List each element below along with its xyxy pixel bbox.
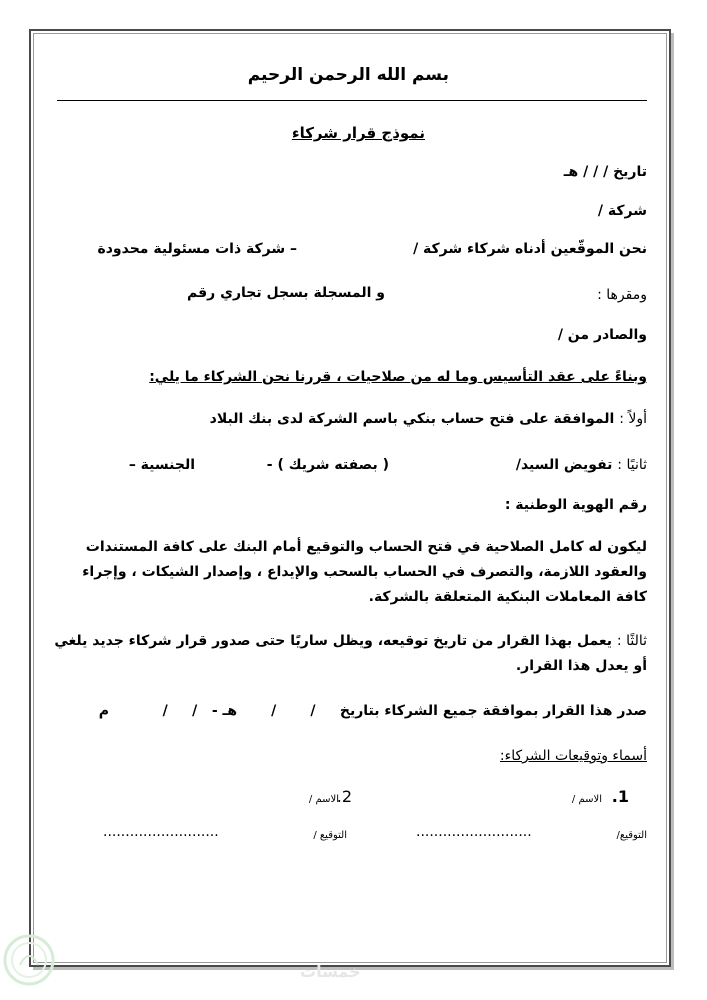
partner1-signature-line: .......................... [416, 824, 532, 840]
as-partner-text: ( بصفته شريك ) - [266, 457, 389, 473]
second-text: تفويض السيد/ [515, 457, 613, 473]
partner2-signature-line: .......................... [103, 824, 219, 840]
first-label: أولاً : [619, 411, 647, 427]
nationality-field: الجنسية – [128, 457, 195, 473]
second-label: ثانيًا : [617, 457, 647, 473]
llc-field: – شركة ذات مسئولية محدودة [97, 241, 297, 257]
partner1-signature-label: التوقيع/ [616, 830, 647, 841]
company-field: شركة / [597, 203, 647, 219]
partner2-number: 2. [336, 787, 352, 806]
hq-field: ومقرها : [597, 287, 647, 303]
partner1-number: 1. [611, 787, 629, 806]
issued-from-field: والصادر من / [557, 327, 647, 343]
issued-date-line: صدر هذا القرار بموافقة جميع الشركاء بتاريخ / / هـ - / / م [98, 703, 647, 719]
watermark-text: خمسات [300, 962, 361, 981]
third-label: ثالثًا : [616, 633, 647, 649]
watermark-logo-icon [0, 925, 58, 995]
header-divider [57, 100, 647, 101]
third-text: يعمل بهذا القرار من تاريخ توقيعه، ويظل ساريًا حتى صدور قرار شركاء جديد يلغي أو يعدل هذا القرار. [54, 633, 647, 674]
partner1-name-label: الاسم / [571, 794, 602, 805]
basmala-heading: بسم الله الرحمن الرحيم [247, 65, 449, 85]
national-id-field: رقم الهوية الوطنية : [504, 497, 647, 513]
partner2-name-label: الاسم / [308, 794, 339, 805]
first-text: الموافقة على فتح حساب بنكي باسم الشركة لدى بنك البلاد [209, 411, 615, 427]
authority-paragraph: ليكون له كامل الصلاحية في فتح الحساب والتوقيع أمام البنك على كافة المستندات والعقود اللازمة، والتصرف في الحساب بالسحب والإيداع ، وإصدار الشيكات ، وإجراء كافة المعاملات البنكية المتعلقة بالشركة. [82, 539, 647, 605]
partner2-signature-label: التوقيع / [313, 830, 347, 841]
document-title: نموذج قرار شركاء [291, 124, 425, 142]
third-resolution [52, 629, 647, 679]
signatures-heading: أسماء وتوقيعات الشركاء: [499, 748, 647, 764]
commercial-register-field: و المسجلة بسجل تجاري رقم [187, 285, 385, 301]
second-resolution [516, 456, 647, 474]
date-field: تاريخ / / / هـ [563, 164, 647, 180]
based-on-statement: وبناءً على عقد التأسيس وما له من صلاحيات ، قررنا نحن الشركاء ما يلي: [149, 369, 647, 385]
first-resolution [210, 410, 647, 428]
page-shadow-right [671, 33, 674, 969]
signers-field: نحن الموقّعين أدناه شركاء شركة / [413, 241, 647, 257]
